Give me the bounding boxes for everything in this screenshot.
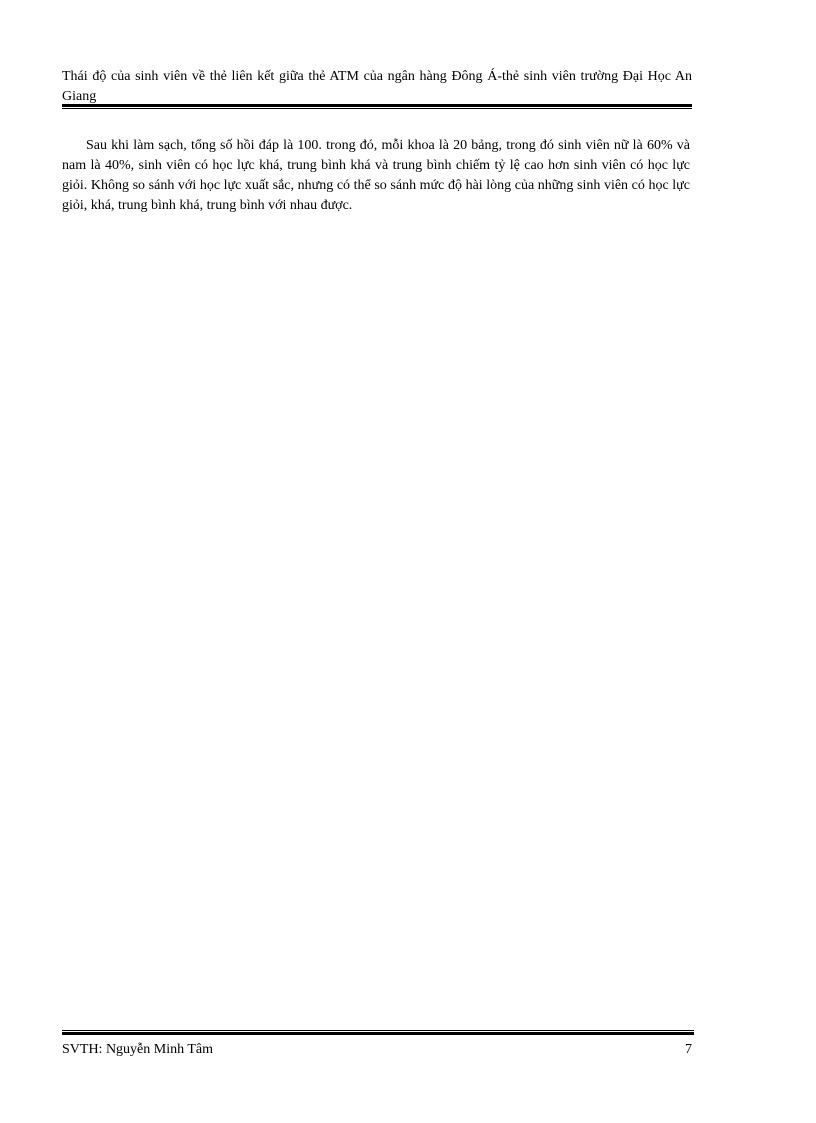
- footer-rule: [62, 1030, 694, 1035]
- footer-rule-thick: [62, 1032, 694, 1035]
- header-rule-thin: [62, 108, 692, 109]
- footer-page-number: 7: [685, 1042, 692, 1057]
- header-rule-thick: [62, 104, 692, 107]
- footer-author: SVTH: Nguyễn Minh Tâm: [62, 1042, 214, 1057]
- body-paragraph: Sau khi làm sạch, tổng số hồi đáp là 100. trong đó, mỗi khoa là 20 bảng, trong đó sinh viên nữ là 60% và nam là 40%, sinh viên có học lực khá, trung bình khá và trung bình chiếm tỷ lệ cao hơn sinh viên có học lực giỏi. Không so sánh với học lực xuất sắc, nhưng có thể so sánh mức độ hài lòng của những sinh viên có học lực giỏi, khá, trung bình khá, trung bình với nhau được.: [62, 138, 690, 213]
- header-rule: [62, 104, 692, 109]
- page-footer: [62, 1040, 692, 1060]
- footer-rule-thin: [62, 1030, 694, 1031]
- page-header-title: Thái độ của sinh viên về thẻ liên kết giữa thẻ ATM của ngân hàng Đông Á-thẻ sinh viên trường Đại Học An Giang: [62, 69, 692, 104]
